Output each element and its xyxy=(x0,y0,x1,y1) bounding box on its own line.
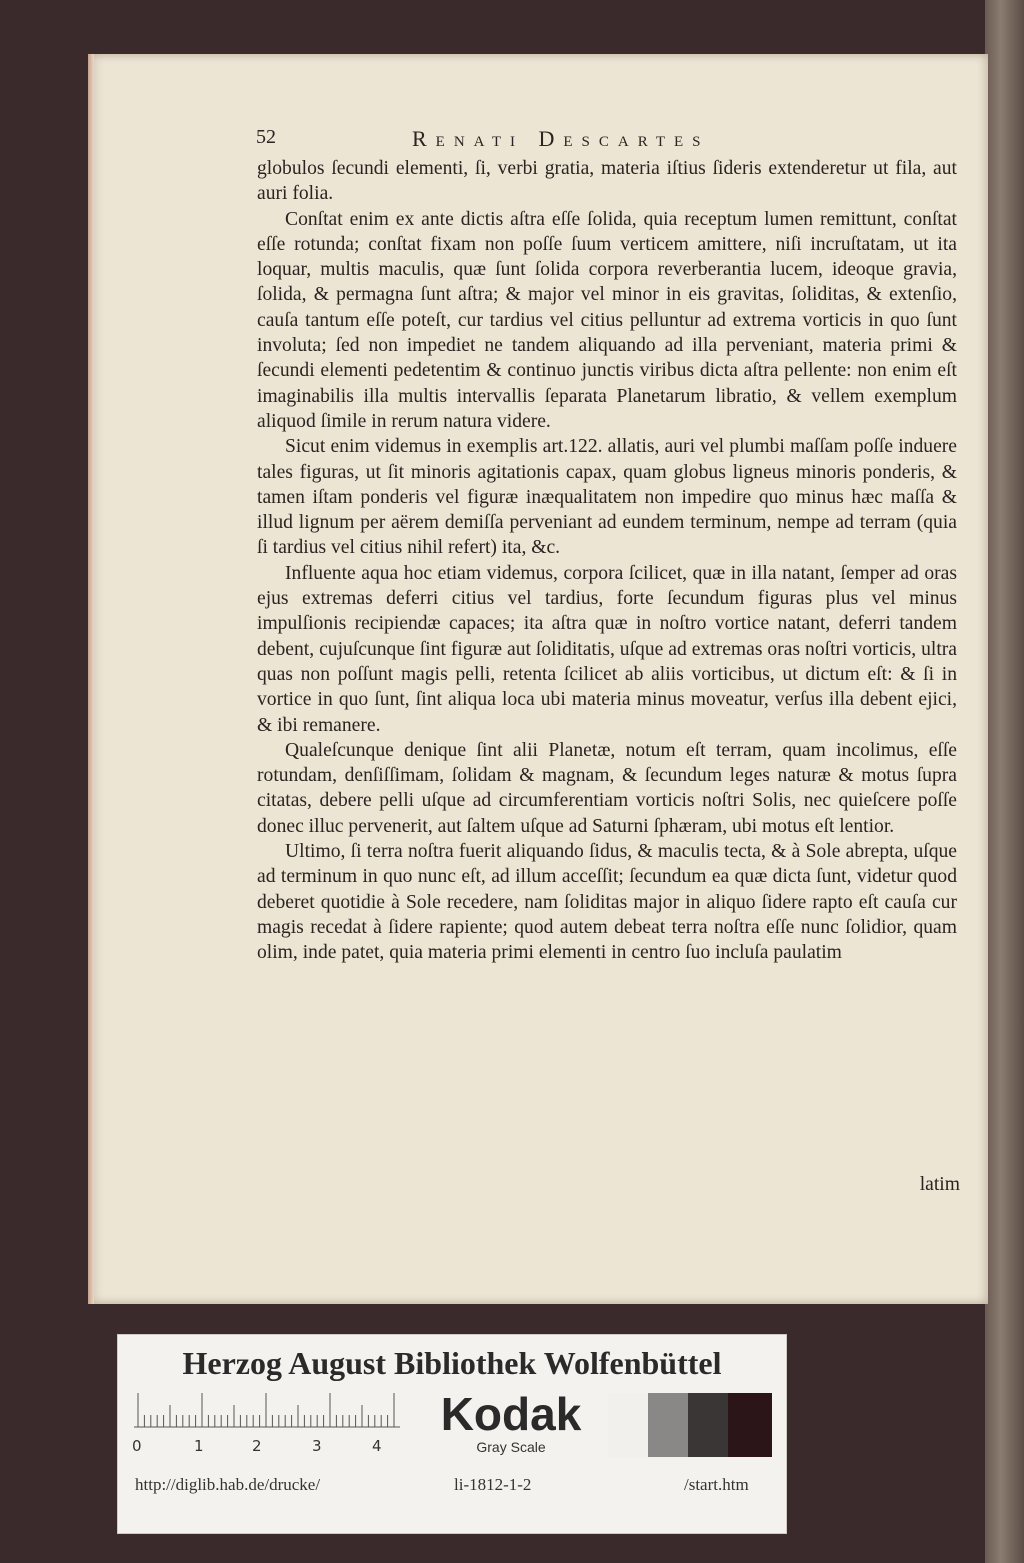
ruler-number: 2 xyxy=(252,1437,262,1455)
paragraph: Qualeſcunque denique ſint alii Planetæ, notum eſt terram, quam incolimus, eſſe rotundam, denſiſſimam, ſolidam & magnam, & ſecundum leges naturæ & motus ſupra citatas, debere pelli uſque ad circumferentiam vorticis noſtri Solis, nec quieſcere poſſe donec illuc pervenerit, aut ſaltem uſque ad Saturni ſphæram, ubi motus eſt lentior. xyxy=(257,739,957,837)
ruler-number: 1 xyxy=(194,1437,204,1455)
running-head-title: Renati Descartes xyxy=(412,126,710,151)
scanner-backdrop xyxy=(985,0,1024,1563)
ruler-number: 3 xyxy=(312,1437,322,1455)
signature-label: li-1812-1-2 xyxy=(454,1475,532,1494)
url-suffix: /start.htm xyxy=(684,1475,749,1494)
paragraph: Ultimo, ſi terra noſtra fuerit aliquando ſidus, & maculis tecta, & à Sole abrepta, uſque ad terminum in quo nunc eſt, ad illum acceſſit; ſecundum ea quæ dicta ſunt, videtur quod deberet quotidie à Sole recedere, nam ſoliditas major in aliquo ſidere rapto eſt cauſa cur magis recedat à ſidere rapiente; quod autem debeat terra noſtra eſſe nunc ſolidior, quam olim, inde patet, quia materia primi elementi in centro ſuo incluſa paulatim xyxy=(257,841,957,964)
body-text xyxy=(257,156,957,966)
gray-swatch-black xyxy=(728,1393,772,1457)
ruler-number: 0 xyxy=(132,1437,142,1455)
gray-scale-label: Gray Scale xyxy=(476,1439,546,1455)
paragraph: Conſtat enim ex ante dictis aſtra eſſe ſolida, quia receptum lumen remittunt, conſtat eſſe rotunda; conſtat fixam non poſſe ſuum verticem amittere, niſi incruſtatam, ut ita loquar, multis maculis, quæ ſunt ſolida corpora reverberantia lucem, ideoque gravia, ſolida, & permagna ſunt aſtra; & major vel minor in eis gravitas, ſoliditas, & extenſio, cauſa tantum eſſe poteſt, cur tardius vel citius pelluntur ad extrema vorticis in quo ſunt involuta; ſed non impediet ne tandem aliquando ad illa perveniant, materia primi & ſecundi elementi pedetentim & continuo junctis viribus dicta aſtra pellente: non enim eſt imaginabilis illa multis intervallis ſeparata Planetarum libratio, & vellem exemplum aliquod ſimile in rerum natura videre. xyxy=(257,208,957,432)
color-target-card xyxy=(117,1334,787,1534)
library-name: Herzog August Bibliothek Wolfenbüttel xyxy=(182,1345,722,1381)
running-head xyxy=(256,126,956,156)
page-number: 52 xyxy=(256,126,276,148)
page-gutter xyxy=(88,54,94,1304)
paragraph: globulos ſecundi elementi, ſi, verbi gratia, materia iſtius ſideris extenderetur ut fila, aut auri folia. xyxy=(257,158,957,205)
ruler-scale xyxy=(134,1393,400,1429)
paragraph: Sicut enim videmus in exemplis art.122. allatis, auri vel plumbi maſſam poſſe induere tales figuras, ut ſit minoris agitationis capax, quam globus ligneus minoris ponderis, & tamen iſtam ponderis vel figuræ inæqualitatem non impedire quo minus hæc maſſa & illud lignum per aërem demiſſa perveniant ad eundem terminum, nempe ad terram (quia ſi tardius vel citius nihil refert) ita, &c. xyxy=(257,436,957,559)
ruler-number: 4 xyxy=(372,1437,382,1455)
gray-swatch-white xyxy=(608,1393,648,1457)
url-row xyxy=(118,1475,786,1509)
gray-swatch-mid xyxy=(648,1393,688,1457)
catchword: latim xyxy=(919,1174,960,1195)
gray-swatch-dark xyxy=(688,1393,728,1457)
url-prefix: http://diglib.hab.de/drucke/ xyxy=(135,1475,321,1494)
kodak-logo: Kodak xyxy=(440,1388,582,1440)
paragraph: Influente aqua hoc etiam videmus, corpora ſcilicet, quæ in illa natant, ſemper ad oras ejus extremas deferri citius vel tardius, forte ſecundum figuras plus vel minus impulſionis recipiendæ capaces; ita aſtra quæ in noſtro vortice natant, deferri tandem debent, cujuſcunque ſint figuræ aut ſoliditatis, uſque ad extremas oras noſtri vorticis, ultra quas non poſſunt magis pelli, retenta ſcilicet ab aliis vorticibus, ut dictum eſt: & ſi in vortice in quo ſunt, ſint aliqua loca ubi materia minus moveatur, verſus illa debent ejici, & ibi remanere. xyxy=(257,562,957,736)
